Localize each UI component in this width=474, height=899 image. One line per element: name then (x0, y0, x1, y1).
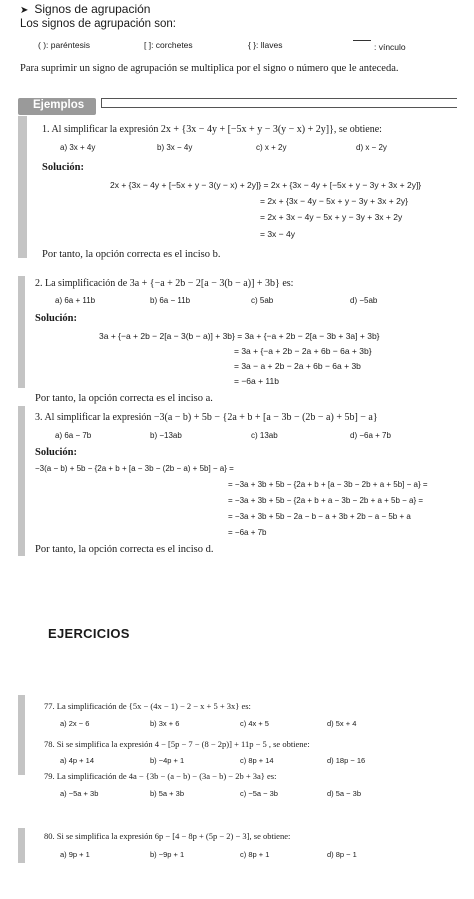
example2-step-1: 3a + {−a + 2b − 2[a − 3(b − a)] + 3b} = 3a + {−a + 2b − 2[a − 3b + 3a] + 3b} (99, 331, 380, 341)
example3-option-b: b) −13ab (150, 431, 182, 440)
example2-conclusion: Por tanto, la opción correcta es el inciso a. (35, 393, 213, 404)
example1-conclusion: Por tanto, la opción correcta es el inciso b. (42, 249, 221, 260)
arrow-bullet-icon: ➤ (20, 5, 29, 16)
example2-question: 2. La simplificación de 3a + {−a + 2b − 2[a − 3(b − a)] + 3b} es: (35, 278, 294, 289)
exercise-80-option-b: b) −9p + 1 (150, 850, 185, 859)
example1-option-c: c) x + 2y (256, 143, 287, 152)
example3-left-bar (18, 406, 25, 556)
exercise-77-question: 77. La simplificación de {5x − (4x − 1) − 2 − x + 5 + 3x} es: (44, 701, 251, 711)
example1-step-1: 2x + {3x − 4y + [−5x + y − 3(y − x) + 2y]} = 2x + {3x − 4y + [−5x + y − 3y + 3x + 2y]} (110, 180, 422, 190)
example1-option-b: b) 3x − 4y (157, 143, 193, 152)
exercise-80-option-d: d) 8p − 1 (327, 850, 357, 859)
exercise-77-option-a: a) 2x − 6 (60, 719, 90, 728)
example1-step-3: = 2x + 3x − 4y − 5x + y − 3y + 3x + 2y (260, 212, 403, 222)
exercise-79-option-d: d) 5a − 3b (327, 789, 361, 798)
exercise-78-option-d: d) 18p − 16 (327, 756, 366, 765)
vinculo-line (353, 40, 371, 41)
example2-step-3: = 3a − a + 2b − 2a + 6b − 6a + 3b (234, 361, 361, 371)
example3-option-a: a) 6a − 7b (55, 431, 92, 440)
exercise-79-question: 79. La simplificación de 4a − {3b − (a − b) − (3a − b) − 2b + 3a} es: (44, 771, 277, 781)
example2-option-b: b) 6a − 11b (150, 296, 191, 305)
example3-option-c: c) 13ab (251, 431, 278, 440)
example1-left-bar (18, 116, 27, 258)
example2-step-2: = 3a + {−a + 2b − 2a + 6b − 6a + 3b} (234, 346, 372, 356)
example3-step-1: −3(a − b) + 5b − {2a + b + [a − 3b − (2b − a) + 5b] − a} = (35, 464, 234, 473)
exercise-77-option-d: d) 5x + 4 (327, 719, 357, 728)
example2-option-a: a) 6a + 11b (55, 296, 96, 305)
example3-conclusion: Por tanto, la opción correcta es el inciso d. (35, 544, 214, 555)
exercise-79-option-b: b) 5a + 3b (150, 789, 184, 798)
example3-step-5: = −6a + 7b (228, 528, 267, 537)
example3-solution-label: Solución: (35, 447, 78, 458)
example2-solution-label: Solución: (35, 313, 78, 324)
banner-line-bottom (101, 107, 457, 108)
exercise-79-option-c: c) −5a − 3b (240, 789, 278, 798)
exercises-title: EJERCICIOS (48, 626, 130, 641)
example1-option-d: d) x − 2y (356, 143, 387, 152)
symbol-parentesis: ( ): paréntesis (38, 40, 90, 50)
example1-step-4: = 3x − 4y (260, 229, 295, 239)
example1-question: 1. Al simplificar la expresión 2x + {3x − 4y + [−5x + y − 3(y − x) + 2y]}, se obtiene: (42, 124, 382, 135)
example3-question: 3. Al simplificar la expresión −3(a − b) + 5b − {2a + b + [a − 3b − (2b − a) + 5b] − a} (35, 412, 378, 423)
exercise-80-question: 80. Si se simplifica la expresión 6p − [4 − 8p + (5p − 2) − 3], se obtiene: (44, 831, 291, 841)
example2-option-d: d) −5ab (350, 296, 378, 305)
symbol-corchetes: [ ]: corchetes (144, 40, 193, 50)
example3-step-3: = −3a + 3b + 5b − {2a + b + a − 3b − 2b + a + 5b − a} = (228, 496, 424, 505)
example2-left-bar (18, 276, 25, 388)
exercise-80-option-a: a) 9p + 1 (60, 850, 90, 859)
exercise-80-option-c: c) 8p + 1 (240, 850, 270, 859)
example2-option-c: c) 5ab (251, 296, 274, 305)
exercise-78-option-c: c) 8p + 14 (240, 756, 274, 765)
example3-step-4: = −3a + 3b + 5b − 2a − b − a + 3b + 2b − a − 5b + a (228, 512, 411, 521)
section-title (20, 2, 150, 16)
banner-line-top (101, 98, 457, 99)
section-title-text: Signos de agrupación (34, 2, 151, 16)
section-subtitle: Los signos de agrupación son: (20, 18, 176, 30)
examples-label: Ejemplos (33, 99, 85, 111)
symbol-llaves: { }: llaves (248, 40, 283, 50)
example1-option-a: a) 3x + 4y (60, 143, 96, 152)
symbol-vinculo: : vínculo (374, 42, 406, 52)
example1-step-2: = 2x + {3x − 4y − 5x + y − 3y + 3x + 2y} (260, 196, 408, 206)
example3-option-d: d) −6a + 7b (350, 431, 391, 440)
example2-step-4: = −6a + 11b (234, 376, 279, 386)
exercise-78-option-a: a) 4p + 14 (60, 756, 94, 765)
rule-note: Para suprimir un signo de agrupación se multiplica por el signo o número que le anteceda. (20, 63, 399, 74)
exercises-left-bar-1 (18, 695, 25, 775)
example1-solution-label: Solución: (42, 162, 85, 173)
example3-step-2: = −3a + 3b + 5b − {2a + b + [a − 3b − 2b + a + 5b] − a} = (228, 480, 428, 489)
exercise-79-option-a: a) −5a + 3b (60, 789, 99, 798)
exercise-78-question: 78. Si se simplifica la expresión 4 − [5p − 7 − (8 − 2p)] + 11p − 5 , se obtiene: (44, 739, 310, 749)
exercise-77-option-b: b) 3x + 6 (150, 719, 180, 728)
exercises-left-bar-2 (18, 828, 25, 863)
exercise-78-option-b: b) −4p + 1 (150, 756, 185, 765)
exercise-77-option-c: c) 4x + 5 (240, 719, 269, 728)
